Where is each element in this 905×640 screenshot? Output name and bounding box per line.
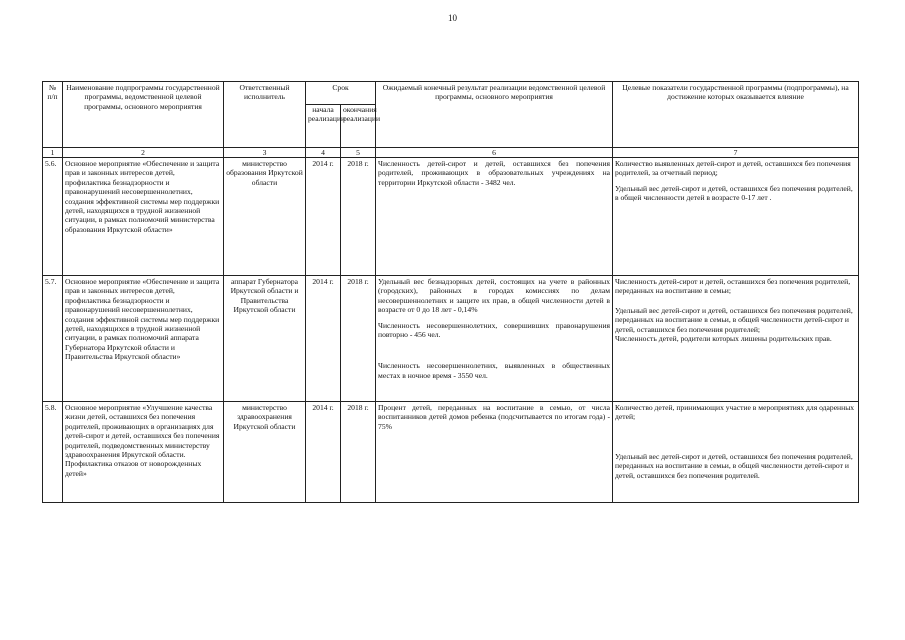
column-number: 5 (341, 148, 376, 158)
expected-result-cell (376, 276, 613, 402)
start-year: 2014 г. (306, 158, 341, 276)
header-num: № п/п (43, 82, 63, 148)
end-year: 2018 г. (341, 402, 376, 503)
row-number: 5.8. (43, 402, 63, 503)
responsible-executor: аппарат Губернатора Иркутской области и Правительства Иркутской области (224, 276, 306, 402)
target-indicator: Численность детей-сирот и детей, оставшихся без попечения родителей, переданных на воспитание в семьи; (615, 277, 851, 296)
row-number: 5.6. (43, 158, 63, 276)
end-year: 2018 г. (341, 276, 376, 402)
table-row (43, 158, 859, 276)
responsible-executor: министерство здравоохранения Иркутской области (224, 402, 306, 503)
expected-result: Численность детей-сирот и детей, оставшихся без попечения родителей, проживающих в образовательных учреждениях на территории Иркутской области - 3482 чел. (378, 159, 611, 187)
column-number: 1 (43, 148, 63, 158)
target-indicators-cell (613, 402, 859, 503)
target-indicator: Численность детей, родители которых лишены родительских прав. (615, 334, 832, 344)
start-year: 2014 г. (306, 402, 341, 503)
expected-result-cell (376, 402, 613, 503)
column-number: 3 (224, 148, 306, 158)
responsible-executor: министерство образования Иркутской области (224, 158, 306, 276)
column-number: 2 (63, 148, 224, 158)
expected-result: Удельный вес безнадзорных детей, состоящих на учете в районных (городских), районных в городах комиссиях по делам несовершеннолетних и защите их прав, в общей численности детей в возрасте от 0 до 18 лет - 0,14% (378, 277, 611, 315)
expected-result: Численность несовершеннолетних, выявленных в общественных местах в ночное время - 3550 чел. (378, 361, 611, 380)
table-row (43, 402, 859, 503)
header-indicators: Целевые показатели государственной программы (подпрограммы), на достижение которых оказывается влияние (613, 82, 859, 148)
target-indicators-cell (613, 158, 859, 276)
start-year: 2014 г. (306, 276, 341, 402)
expected-result: Численность несовершеннолетних, совершивших правонарушения повторно - 456 чел. (378, 320, 611, 340)
page-number: 10 (448, 13, 457, 23)
header-term: Срок (306, 82, 376, 105)
target-indicator: Удельный вес детей-сирот и детей, оставшихся без попечения родителей, переданных на воспитание в семьи, в общей численности детей-сирот и детей, оставшихся без попечения родителей. (615, 451, 853, 480)
expected-result: Процент детей, переданных на воспитание в семью, от числа воспитанников детей домов ребенка (подсчитывается по итогам года) - 75% (378, 403, 611, 431)
header-name: Наименование подпрограммы государственной программы, ведомственной целевой программы, основного мероприятия (63, 82, 224, 148)
header-result: Ожидаемый конечный результат реализации ведомственной целевой программы, основного мероприятия (376, 82, 613, 148)
column-number-row (43, 148, 859, 158)
target-indicator: Удельный вес детей-сирот и детей, оставшихся без попечения родителей, переданных на воспитание в семьи, в общей численности детей-сирот и детей, оставшихся без попечения родителей; (615, 305, 853, 334)
column-number: 6 (376, 148, 613, 158)
target-indicator: Удельный вес детей-сирот и детей, оставшихся без попечения родителей, в общей численности детей в возрасте 0-17 лет . (615, 183, 853, 203)
table-row (43, 276, 859, 402)
column-number: 7 (613, 148, 859, 158)
header-responsible: Ответственный исполнитель (224, 82, 306, 148)
header-end: окончания реализации (341, 105, 376, 148)
target-indicators-cell (613, 276, 859, 402)
activity-name: Основное мероприятие «Обеспечение и защита прав и законных интересов детей, профилактика безнадзорности и правонарушений несовершеннолетних, создания эффективной системы мер поддержки детей, находящихся в трудной жизненной ситуации, в рамках полномочий аппарата Губернатора Иркутской области и Правительства Иркутской области» (63, 276, 224, 402)
header-start: начала реализации (306, 105, 341, 148)
activity-name: Основное мероприятие «Улучшение качества жизни детей, оставшихся без попечения родителей, проживающих в организациях для детей-сирот и детей, оставшихся без попечения родителей, подведомственных министерству здравоохранения Иркутской области. Профилактика отказов от новорожденных детей» (63, 402, 224, 503)
target-indicator: Количество выявленных детей-сирот и детей, оставшихся без попечения родителей, за отчетный период; (615, 159, 851, 178)
activity-name: Основное мероприятие «Обеспечение и защита прав и законных интересов детей, профилактика безнадзорности и правонарушений несовершеннолетних, создания эффективной системы мер поддержки детей, находящихся в трудной жизненной ситуации, в рамках полномочий министерства образования Иркутской области» (63, 158, 224, 276)
expected-result-cell (376, 158, 613, 276)
program-table (42, 81, 859, 503)
target-indicator: Количество детей, принимающих участие в мероприятиях для одаренных детей; (615, 403, 855, 422)
end-year: 2018 г. (341, 158, 376, 276)
column-number: 4 (306, 148, 341, 158)
row-number: 5.7. (43, 276, 63, 402)
